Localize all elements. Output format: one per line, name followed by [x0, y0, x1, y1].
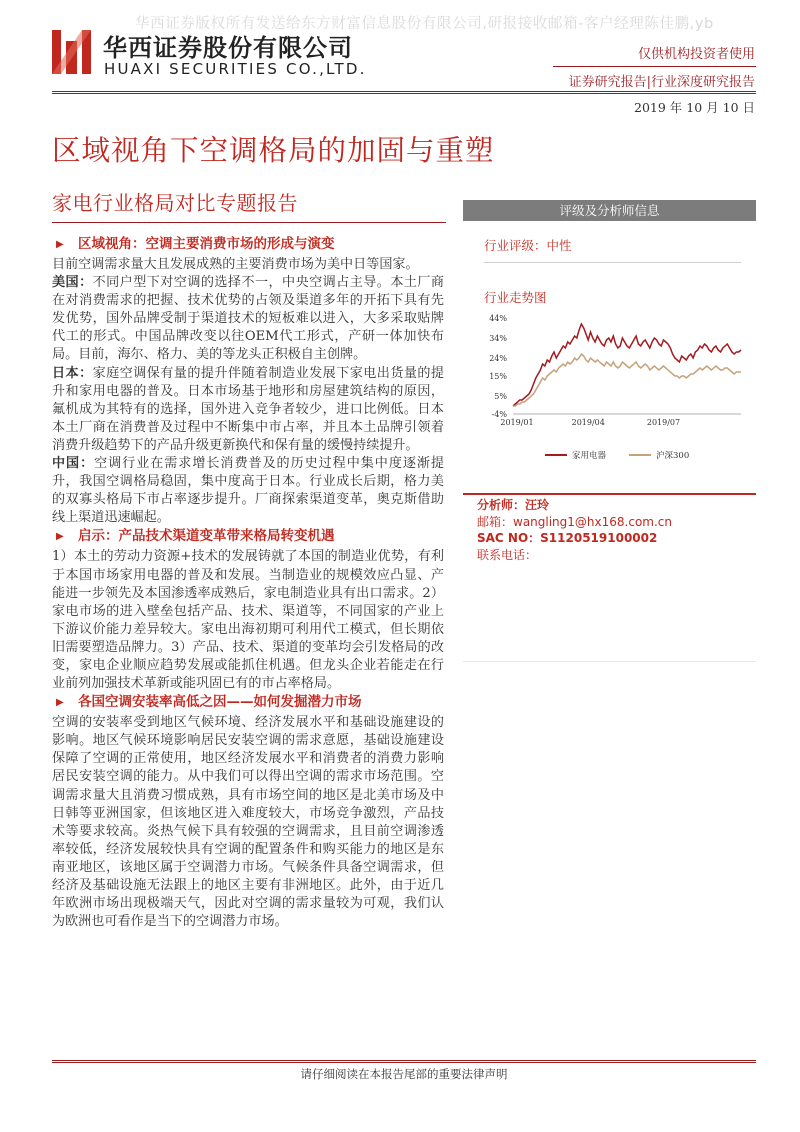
trend-title: 行业走势图 — [484, 290, 547, 305]
sidebar-divider — [484, 262, 741, 263]
y-tick-label: 5% — [494, 392, 507, 401]
x-tick-label: 2019/01 — [500, 418, 534, 427]
y-tick-label: 24% — [489, 354, 507, 363]
trend-chart — [473, 310, 753, 480]
x-tick-label: 2019/07 — [646, 418, 681, 427]
main-column — [52, 235, 444, 931]
header-rule-double — [52, 93, 756, 94]
watermark-text: 华西证券版权所有发送给东方财富信息股份有限公司,研报接收邮箱-客户经理陈佳鹏,yb — [135, 16, 714, 32]
triangle-bullet-icon: ▶ — [56, 697, 64, 709]
paragraph: 美国：不同户型下对空调的选择不一，中央空调占主导。本土厂商在对消费需求的把握、技术优势的占领及渠道多年的开拓下具有先发优势，国外品牌受制于渠道技术的短板难以进入，大多采取贴牌代工的形式。中国品牌改变以往OEM代工形式，产研一体加快布局。目前，海尔、格力、美的等龙头正积极自主创牌。 — [52, 275, 445, 363]
section-heading: ▶ 启示：产品技术渠道变革带来格局转变机遇 — [52, 527, 444, 546]
analyst-sidebar — [463, 200, 756, 662]
report-date: 2019 年 10 月 10 日 — [634, 100, 755, 115]
legend-label: 家用电器 — [572, 451, 607, 461]
trend-chart-svg — [473, 310, 753, 480]
y-tick-label: 15% — [489, 372, 507, 381]
footer-rule-double — [52, 1062, 756, 1063]
triangle-bullet-icon: ▶ — [56, 531, 64, 543]
sidebar-bottom-rule — [463, 661, 756, 662]
paragraph: 1）本土的劳动力资源+技术的发展铸就了本国的制造业优势，有利于本国市场家用电器的普及和发展。当制造业的规模效应凸显、产能进一步领先及本国渗透率成熟后，家电制造业具有出口需求。2）家电市场的进入壁垒包括产品、技术、渠道等，不同国家的产业上下游议价能力差异较大。家电出海初期可利用代工模式，但长期依旧需要塑造品牌力。3）产品、技术、渠道的变革均会引发格局的改变，家电企业顺应趋势发展或能抓住机遇。但龙头企业若能走在行业前列加强技术革新或能巩固已有的市占率格局。 — [52, 549, 444, 692]
legal-footer: 请仔细阅读在本报告尾部的重要法律声明 — [300, 1067, 508, 1081]
analyst-sac: SAC NO：S1120519100002 — [477, 531, 658, 545]
y-tick-label: 44% — [489, 314, 507, 323]
report-title: 区域视角下空调格局的加固与重塑 — [52, 134, 495, 167]
paragraph: 中国：空调行业在需求增长消费普及的历史过程中集中度逐渐提升，我国空调格局稳固，集中度高于日本。行业成长后期，格力美的双寡头格局下市占率逐步提升。厂商探索渠道变革，奥克斯借助线上渠道迅速崛起。 — [52, 456, 445, 526]
company-name-cn: 华西证券股份有限公司 — [103, 34, 353, 62]
section-heading: ▶ 区域视角：空调主要消费市场的形成与演变 — [52, 235, 444, 254]
analyst-rule — [463, 493, 756, 495]
header-divider — [553, 66, 756, 67]
x-tick-label: 2019/04 — [571, 418, 605, 427]
section-heading: ▶ 各国空调安装率高低之因——如何发掘潜力市场 — [52, 693, 444, 712]
company-name-en: HUAXI SECURITIES CO.,LTD. — [104, 60, 367, 78]
y-tick-label: -4% — [491, 410, 507, 419]
triangle-bullet-icon: ▶ — [56, 239, 64, 250]
audience-note: 仅供机构投资者使用 — [637, 47, 755, 62]
legend-label: 沪深300 — [656, 451, 690, 461]
series-line-home-appliance — [513, 324, 741, 406]
paragraph: 日本：家庭空调保有量的提升伴随着制造业发展下家电出货量的提升和家用电器的普及。日本市场基于地形和房屋建筑结构的原因，氟机成为其特有的选择，国外进入竞争者较少，进口比例低。日本本土厂商在消费普及过程中不断集中市占率，并且本土品牌引领着消费升级趋势下的产品升级更新换代和保有量的缓慢持续提升。 — [52, 365, 445, 453]
header-rule — [52, 91, 756, 92]
industry-rating: 行业评级：中性 — [484, 238, 572, 253]
paragraph: 目前空调需求量大且发展成熟的主要消费市场为美中日等国家。 — [52, 257, 419, 272]
subtitle-rule — [52, 222, 446, 223]
footer-rule — [52, 1060, 756, 1061]
report-type: 证券研究报告|行业深度研究报告 — [568, 75, 755, 90]
analyst-email: 邮箱：wangling1@hx168.com.cn — [477, 514, 672, 529]
analyst-info — [477, 497, 672, 563]
analyst-phone: 联系电话： — [477, 547, 538, 562]
y-tick-label: 34% — [489, 334, 507, 343]
paragraph: 空调的安装率受到地区气候环境、经济发展水平和基础设施建设的影响。地区气候环境影响居民安装空调的需求意愿，基础设施建设保障了空调的正常使用，地区经济发展水平和消费者的消费力影响居民安装空调的能力。从中我们可以得出空调的需求市场范围。空调需求量大且消费习惯成熟，具有市场空间的地区是北美市场及中日韩等亚洲国家，但该地区进入难度较大，市场竞争激烈，产品技术等要求较高。炎热气候下具有较强的空调需求，且目前空调渗透率较低，经济发展较快具有空调的配置条件和购买能力的地区是东南亚地区，该地区属于空调潜力市场。气候条件具备空调需求，但经济及基础设施无法跟上的地区主要有非洲地区。此外，由于近几年欧洲市场出现极端天气，因此对空调的需求量较为可观，我们认为欧洲也可看作是当下的空调潜力市场。 — [52, 715, 444, 930]
analyst-name: 分析师：汪玲 — [477, 498, 550, 512]
report-subtitle: 家电行业格局对比专题报告 — [52, 191, 298, 215]
sidebar-header: 评级及分析师信息 — [463, 200, 756, 221]
huaxi-logo-icon — [52, 30, 96, 74]
